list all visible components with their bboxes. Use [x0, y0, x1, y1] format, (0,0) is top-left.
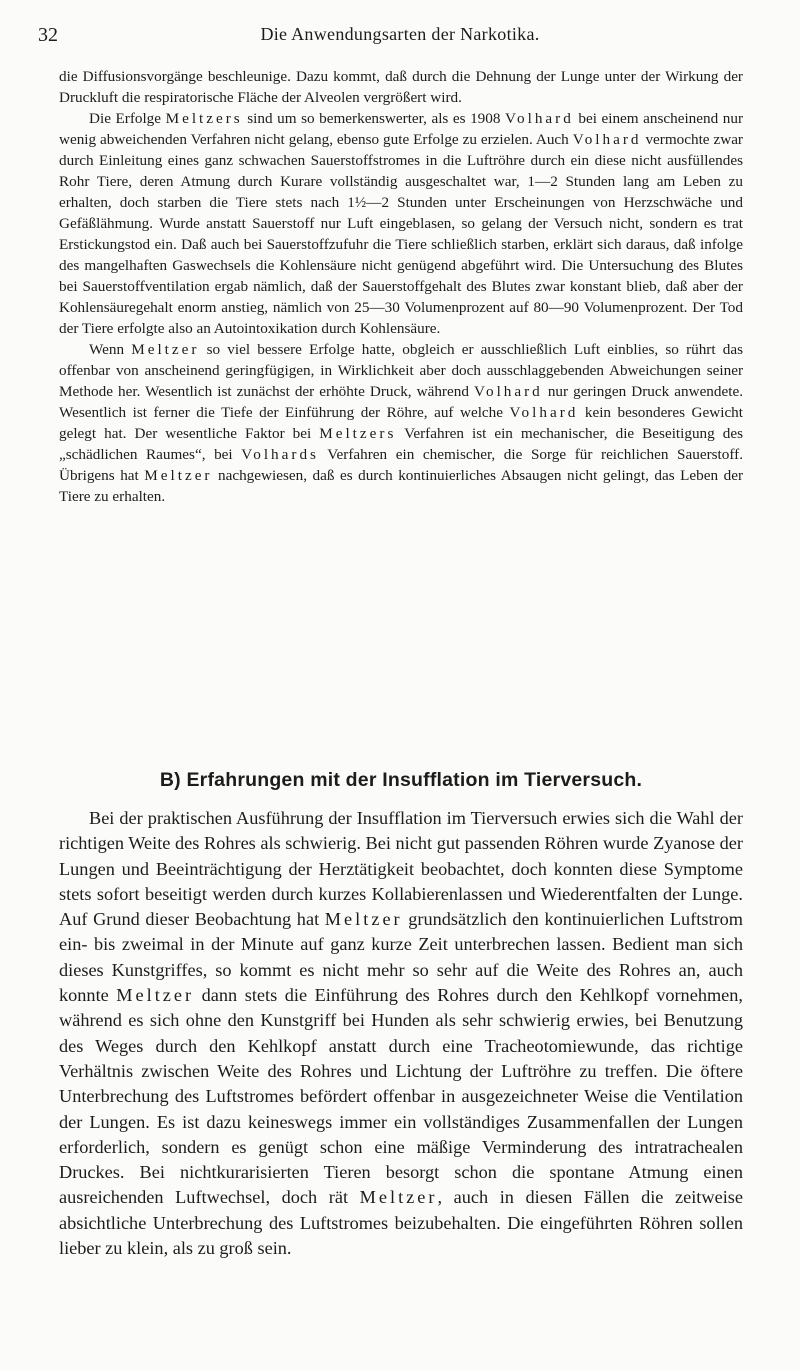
page-number: 32: [38, 24, 58, 46]
running-head: Die Anwendungsarten der Narkotika.: [260, 24, 540, 44]
author-name: Meltzers: [319, 425, 397, 442]
author-name: Volhard: [572, 131, 642, 148]
author-name: Volhards: [241, 446, 319, 463]
author-name: Volhard: [505, 110, 574, 127]
body-text-large: [59, 806, 743, 1261]
author-name: Meltzer: [144, 467, 213, 484]
author-name: Volhard: [473, 383, 543, 400]
author-name: Meltzers: [165, 110, 243, 127]
section-heading: B) Erfahrungen mit der Insufflation im Tierversuch.: [159, 769, 643, 791]
author-name: Meltzer: [324, 909, 403, 930]
author-name: Volhard: [509, 404, 579, 421]
author-name: Meltzer: [116, 985, 195, 1006]
body-text-small: [59, 66, 743, 507]
paragraph: die Diffusionsvorgänge beschleunige. Dazu kommt, daß durch die Dehnung der Lunge unter der Wirkung der Druckluft die respiratorische Fläche der Alveolen vergrößert wird.: [59, 68, 743, 106]
page-header: [38, 24, 762, 54]
paragraph: Die Erfolge Meltzers sind um so bemerkenswerter, als es 1908 Volhard bei einem anscheinend nur wenig abweichenden Verfahren nicht gelang, ebenso gute Erfolge zu erzielen. Auch Volhard vermochte zwar durch Einleitung eines ganz schwachen Sauerstoffstromes in die Luftröhre durch ein diese nicht ausfüllendes Rohr Tiere, deren Atmung durch Kurare vollständig ausgeschaltet war, 1—2 Stunden lang am Leben zu erhalten, doch starben die Tiere stets nach 1½—2 Stunden unter Erscheinungen von Herzschwäche und Gefäßlähmung. Wurde anstatt Sauerstoff nur Luft eingeblasen, so gelang der Versuch nicht, sondern es trat Erstickungstod ein. Daß auch bei Sauerstoffzufuhr die Tiere schließlich starben, erklärt sich daraus, daß infolge des mangelhaften Gaswechsels die Kohlensäure nicht genügend abgeführt wird. Die Untersuchung des Blutes bei Sauerstoffventilation ergab nämlich, daß der Sauerstoffgehalt des Blutes zwar konstant blieb, daß aber der Kohlensäuregehalt enorm anstieg, nämlich von 25—30 Volumenprozent auf 80—90 Volumenprozent. Der Tod der Tiere erfolgte also an Autointoxikation durch Kohlensäure.: [59, 110, 743, 337]
paragraph: Bei der praktischen Ausführung der Insufflation im Tierversuch erwies sich die Wahl der richtigen Weite des Rohres als schwierig. Bei nicht gut passenden Röhren wurde Zyanose der Lungen und Beeinträchtigung der Herztätigkeit beobachtet, doch konnten diese Symptome stets sofort beseitigt werden durch kurzes Kollabierenlassen und Wiederentfalten der Lunge. Auf Grund dieser Beobachtung hat Meltzer grundsätzlich den kontinuierlichen Luftstrom ein- bis zweimal in der Minute auf ganz kurze Zeit unterbrechen lassen. Bedient man sich dieses Kunstgriffes, so kommt es nicht mehr so sehr auf die Weite des Rohres an, auch konnte Meltzer dann stets die Einführung des Rohres durch den Kehlkopf vornehmen, während es sich ohne den Kunstgriff bei Hunden als sehr schwierig erwies, bei Benutzung des Weges durch den Kehlkopf anstatt durch eine Tracheotomiewunde, das richtige Verhältnis zwischen Weite des Rohres und Lichtung der Luftröhre zu treffen. Die öftere Unterbrechung des Luftstromes befördert offenbar in ausgezeichneter Weise die Ventilation der Lungen. Es ist dazu keineswegs immer ein vollständiges Zusammenfallen der Lungen erforderlich, sondern es genügt schon eine mäßige Verminderung des intratrachealen Druckes. Bei nichtkurarisierten Tieren besorgt schon die spontane Atmung einen ausreichenden Luftwechsel, doch rät Meltzer, auch in diesen Fällen die zeitweise absichtliche Unterbrechung des Luftstromes beizubehalten. Die eingeführten Röhren sollen lieber zu klein, als zu groß sein.: [59, 808, 744, 1259]
author-name: Meltzer: [359, 1187, 438, 1208]
paragraph: Wenn Meltzer so viel bessere Erfolge hatte, obgleich er ausschließlich Luft einblies, so rührt das offenbar von anscheinend geringfügigen, in Wirklichkeit aber doch ausschlaggebenden Abweichungen seiner Methode her. Wesentlich ist zunächst der erhöhte Druck, während Volhard nur geringen Druck anwendete. Wesentlich ist ferner die Tiefe der Einführung der Röhre, auf welche Volhard kein besonderes Gewicht gelegt hat. Der wesentliche Faktor bei Meltzers Verfahren ist ein mechanischer, die Beseitigung des „schädlichen Raumes“, bei Volhards Verfahren ein chemischer, die Sorge für reichlichen Sauerstoff. Übrigens hat Meltzer nachgewiesen, daß es durch kontinuierliches Absaugen nicht gelingt, das Leben der Tiere zu erhalten.: [59, 341, 744, 505]
author-name: Meltzer: [131, 341, 200, 358]
